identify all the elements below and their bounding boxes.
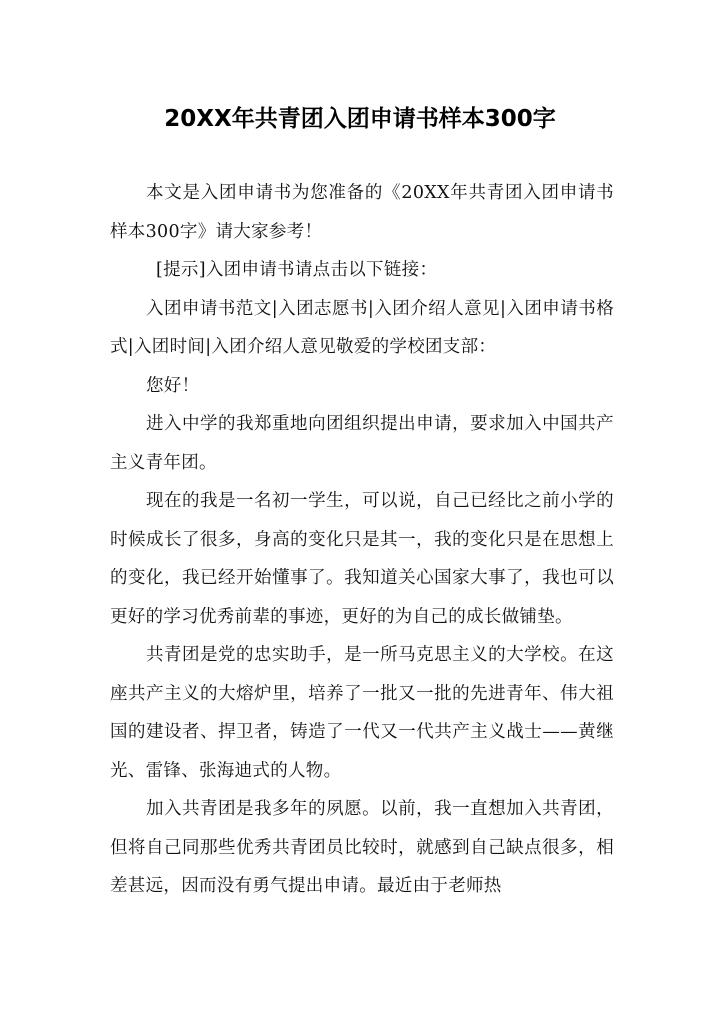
application-paragraph: 进入中学的我郑重地向团组织提出申请，要求加入中国共产主义青年团。 xyxy=(110,414,614,473)
league-description-paragraph: 共青团是党的忠实助手，是一所马克思主义的大学校。在这座共产主义的大熔炉里，培养了一批又一批的先进青年、伟大祖国的建设者、捍卫者，铸造了一代又一代共产主义战士——黄继光、雷锋、张海迪式的人物。 xyxy=(110,645,614,781)
links-and-salutation-paragraph: 入团申请书范文|入团志愿书|入团介绍人意见|入团申请书格式|入团时间|入团介绍人意见敬爱的学校团支部： xyxy=(110,298,614,357)
greeting-paragraph: 您好！ xyxy=(146,375,200,396)
wish-paragraph: 加入共青团是我多年的夙愿。以前，我一直想加入共青团，但将自己同那些优秀共青团员比较时，就感到自己缺点很多，相差甚远，因而没有勇气提出申请。最近由于老师热 xyxy=(110,799,614,896)
tip-paragraph: [提示]入团申请书请点击以下链接： xyxy=(156,260,438,280)
document-body xyxy=(110,174,614,906)
growth-paragraph: 现在的我是一名初一学生，可以说，自己已经比之前小学的时候成长了很多，身高的变化只是其一，我的变化只是在思想上的变化，我已经开始懂事了。我知道关心国家大事了，我也可以更好的学习优秀前辈的事迹，更好的为自己的成长做铺垫。 xyxy=(110,491,614,627)
document-title: 20XX年共青团入团申请书样本300字 xyxy=(164,106,556,133)
intro-paragraph: 本文是入团申请书为您准备的《20XX年共青团入团申请书样本300字》请大家参考！ xyxy=(110,183,614,242)
